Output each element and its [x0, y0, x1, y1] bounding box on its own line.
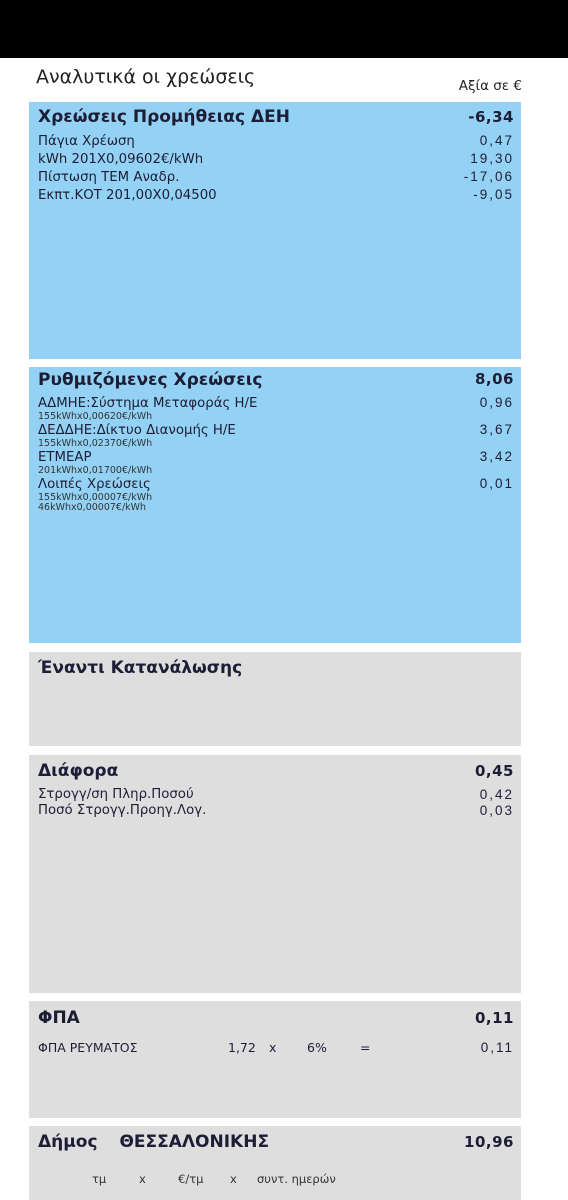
- charge-line: [38, 422, 514, 449]
- charge-detail: 46kWhx0,00007€/kWh: [38, 502, 147, 513]
- charge-detail: 201kWhx0,01700€/kWh: [38, 465, 153, 476]
- section-total: 10,96: [464, 1133, 514, 1151]
- charge-detail: 155kWhx0,00007€/kWh: [38, 492, 153, 503]
- supply-charges-section: [29, 102, 521, 359]
- days-header: συντ. ημερών: [257, 1172, 336, 1186]
- vat-section: [29, 1001, 521, 1118]
- charge-line: [38, 395, 514, 422]
- charge-label: Ποσό Στρογγ.Προηγ.Λογ.: [38, 803, 207, 818]
- misc-section: [29, 755, 521, 993]
- vat-label: ΦΠΑ ΡΕΥΜΑΤΟΣ: [38, 1040, 138, 1055]
- charge-amount: -17,06: [463, 169, 514, 184]
- charge-line: [38, 449, 514, 476]
- charge-label: Πίστωση ΤΕΜ Αναδρ.: [38, 170, 180, 185]
- charge-line: [38, 787, 514, 803]
- municipality-section: [29, 1126, 521, 1200]
- section-title: Διάφορα: [38, 761, 119, 781]
- section-total: 0,45: [474, 762, 514, 780]
- charge-amount: 3,42: [479, 449, 514, 464]
- page-title: Αναλυτικά οι χρεώσεις: [36, 66, 256, 88]
- charge-label: ΑΔΜΗΕ:Σύστημα Μεταφοράς Η/Ε: [38, 396, 258, 411]
- charge-label: kWh 201X0,09602€/kWh: [38, 152, 204, 167]
- vat-times: x: [269, 1040, 277, 1055]
- section-title: Ρυθμιζόμενες Χρεώσεις: [38, 370, 263, 390]
- municipality-name: ΘΕΣΣΑΛΟΝΙΚΗΣ: [119, 1132, 270, 1152]
- charge-label: Πάγια Χρέωση: [38, 134, 135, 149]
- charge-line: [38, 151, 514, 169]
- charge-line: [38, 803, 514, 819]
- charge-detail: 155kWhx0,02370€/kWh: [38, 438, 153, 449]
- value-column-header: Αξία σε €: [458, 78, 522, 94]
- charge-line: [38, 476, 514, 513]
- vat-equals: =: [360, 1040, 371, 1055]
- charge-amount: 0,01: [479, 476, 514, 491]
- charge-amount: 0,03: [479, 803, 514, 818]
- charge-amount: -9,05: [473, 187, 514, 202]
- sqm-header: τμ: [92, 1172, 107, 1186]
- charge-label: ΔΕΔΔΗΕ:Δίκτυο Διανομής Η/Ε: [38, 423, 236, 438]
- section-title: ΦΠΑ: [38, 1008, 80, 1028]
- section-total: 8,06: [474, 370, 514, 388]
- charge-amount: 3,67: [479, 422, 514, 437]
- vat-rate: 6%: [307, 1040, 327, 1055]
- section-total: 0,11: [474, 1009, 514, 1027]
- charge-amount: 0,47: [479, 133, 514, 148]
- charge-amount: 0,42: [479, 787, 514, 802]
- charge-label: Εκπτ.ΚΟΤ 201,00X0,04500: [38, 188, 217, 203]
- vat-amount: 0,11: [480, 1040, 514, 1055]
- charge-detail: 155kWhx0,00620€/kWh: [38, 411, 153, 422]
- times-header: x: [139, 1172, 146, 1186]
- municipality-label: Δήμος: [38, 1132, 98, 1152]
- status-bar: [0, 0, 568, 58]
- section-total: -6,34: [468, 108, 514, 126]
- vat-base: 1,72: [228, 1040, 256, 1055]
- charge-line: [38, 187, 514, 205]
- section-title: Χρεώσεις Προμήθειας ΔΕΗ: [38, 107, 290, 127]
- charge-line: [38, 133, 514, 151]
- regulated-charges-section: [29, 367, 521, 643]
- section-title: [38, 1132, 269, 1152]
- charge-lines: [38, 395, 514, 513]
- charge-line: [38, 169, 514, 187]
- price-per-sqm-header: €/τμ: [178, 1172, 204, 1186]
- charge-label: Λοιπές Χρεώσεις: [38, 477, 151, 492]
- charge-label: ΕΤΜΕΑΡ: [38, 450, 92, 465]
- consumption-section: [29, 652, 521, 746]
- charge-amount: 0,96: [479, 395, 514, 410]
- charge-lines: [38, 133, 514, 205]
- vat-row: [38, 1040, 514, 1058]
- charge-label: Στρογγ/ση Πληρ.Ποσού: [38, 787, 194, 802]
- section-title: Έναντι Κατανάλωσης: [38, 658, 243, 678]
- charge-amount: 19,30: [470, 151, 514, 166]
- times-header: x: [230, 1172, 237, 1186]
- charge-lines: [38, 787, 514, 819]
